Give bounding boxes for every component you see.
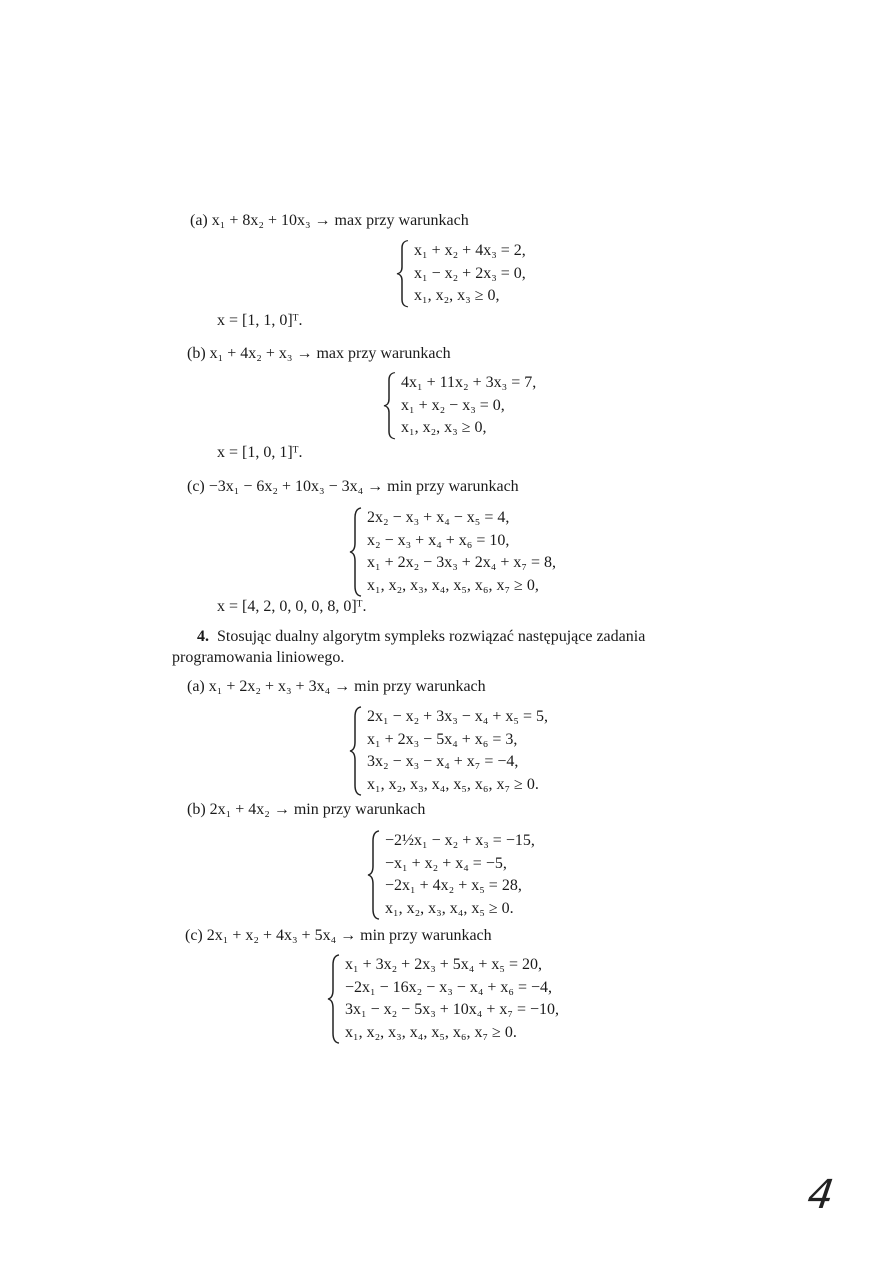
constraint-line: x₁, x₂, x₃ ≥ 0, xyxy=(401,419,487,436)
constraint-line: 2x₁ − x₂ + 3x₃ − x₄ + x₅ = 5, xyxy=(367,708,549,725)
problem-number: 4. xyxy=(197,628,209,645)
constraint-line: x₁, x₂, x₃, x₄, x₅, x₆, x₇ ≥ 0. xyxy=(367,775,539,793)
problem-3b-system xyxy=(383,372,536,440)
problem-4a-system xyxy=(349,706,548,796)
constraint-line: x₂ − x₃ + x₄ + x₆ = 10, xyxy=(367,531,510,549)
constraint-line: x₁ + 2x₂ − 3x₃ + 2x₄ + x₇ = 8, xyxy=(367,554,557,571)
problem-4a-objective: (a) x₁ + 2x₂ + x₃ + 3x₄ → min przy warunkach xyxy=(187,678,486,695)
constraint-line: −2x₁ + 4x₂ + x₅ = 28, xyxy=(385,877,522,894)
constraint-line: 3x₁ − x₂ − 5x₃ + 10x₄ + x₇ = −10, xyxy=(345,1001,560,1018)
problem-3b-solution: x = [1, 0, 1]ᵀ. xyxy=(217,444,303,461)
constraint-line: x₁ + 3x₂ + 2x₃ + 5x₄ + x₅ = 20, xyxy=(345,956,543,973)
left-brace-icon xyxy=(349,507,363,597)
problem-3a-system xyxy=(396,240,526,308)
left-brace-icon xyxy=(383,372,397,440)
problem-3b-objective: (b) x₁ + 4x₂ + x₃ → max przy warunkach xyxy=(187,345,451,362)
constraint-line: x₁ − x₂ + 2x₃ = 0, xyxy=(414,264,526,282)
left-brace-icon xyxy=(396,240,410,308)
constraint-line: −2x₁ − 16x₂ − x₃ − x₄ + x₆ = −4, xyxy=(345,978,553,996)
problem-3c-objective: (c) −3x₁ − 6x₂ + 10x₃ − 3x₄ → min przy warunkach xyxy=(187,478,519,495)
problem-4-intro-text: Stosując dualny algorytm sympleks rozwiązać następujące zadania xyxy=(217,628,646,645)
problem-4b-objective: (b) 2x₁ + 4x₂ → min przy warunkach xyxy=(187,801,426,818)
constraint-line: −x₁ + x₂ + x₄ = −5, xyxy=(385,854,507,872)
constraint-line: −2½x₁ − x₂ + x₃ = −15, xyxy=(385,832,535,849)
problem-4c-system xyxy=(327,954,559,1044)
page-number: 4 xyxy=(804,1172,837,1218)
constraint-line: x₁, x₂, x₃, x₄, x₅, x₆, x₇ ≥ 0. xyxy=(345,1023,517,1041)
constraint-line: 4x₁ + 11x₂ + 3x₃ = 7, xyxy=(401,374,537,391)
constraint-line: x₁ + x₂ + 4x₃ = 2, xyxy=(414,242,526,259)
left-brace-icon xyxy=(327,954,341,1044)
constraint-line: x₁, x₂, x₃, x₄, x₅ ≥ 0. xyxy=(385,899,514,917)
problem-3a-solution: x = [1, 1, 0]ᵀ. xyxy=(217,312,303,329)
constraint-line: x₁ + x₂ − x₃ = 0, xyxy=(401,396,505,414)
constraint-line: 2x₂ − x₃ + x₄ − x₅ = 4, xyxy=(367,509,510,526)
problem-4-intro-continued: programowania liniowego. xyxy=(172,649,345,666)
problem-4b-system xyxy=(367,830,535,920)
problem-4-intro xyxy=(197,627,645,647)
constraint-line: x₁ + 2x₃ − 5x₄ + x₆ = 3, xyxy=(367,730,518,748)
constraint-line: 3x₂ − x₃ − x₄ + x₇ = −4, xyxy=(367,753,519,770)
left-brace-icon xyxy=(349,706,363,796)
left-brace-icon xyxy=(367,830,381,920)
problem-4c-objective: (c) 2x₁ + x₂ + 4x₃ + 5x₄ → min przy warunkach xyxy=(185,927,492,944)
constraint-line: x₁, x₂, x₃, x₄, x₅, x₆, x₇ ≥ 0, xyxy=(367,576,539,594)
problem-3c-solution: x = [4, 2, 0, 0, 0, 8, 0]ᵀ. xyxy=(217,598,367,615)
problem-3a-objective: (a) x₁ + 8x₂ + 10x₃ → max przy warunkach xyxy=(190,212,469,229)
problem-3c-system xyxy=(349,507,556,597)
constraint-line: x₁, x₂, x₃ ≥ 0, xyxy=(414,287,500,304)
